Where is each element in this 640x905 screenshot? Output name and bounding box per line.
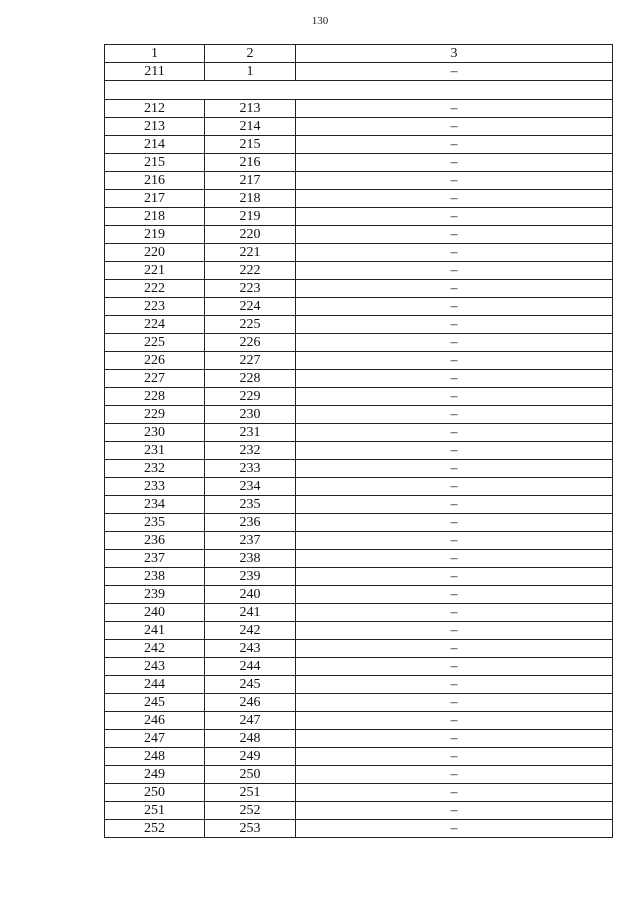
table-cell: 227 [205, 352, 296, 370]
table-cell: 252 [105, 820, 205, 838]
table-cell: 248 [105, 748, 205, 766]
table-cell: 213 [205, 100, 296, 118]
table-cell: 246 [205, 694, 296, 712]
table-cell: 214 [205, 118, 296, 136]
table-cell: – [296, 100, 613, 118]
table-cell: 243 [205, 640, 296, 658]
table-cell: 215 [105, 154, 205, 172]
table-cell: – [296, 658, 613, 676]
table-cell: 250 [105, 784, 205, 802]
table-cell: – [296, 748, 613, 766]
table-cell: 220 [105, 244, 205, 262]
table-cell: 233 [105, 478, 205, 496]
table-cell: – [296, 820, 613, 838]
table-cell: – [296, 190, 613, 208]
table-cell: 249 [105, 766, 205, 784]
table-cell: – [296, 316, 613, 334]
table-cell: 212 [105, 100, 205, 118]
table-cell: 236 [205, 514, 296, 532]
table-header-row [105, 45, 613, 63]
table-cell: – [296, 208, 613, 226]
table-row [105, 226, 613, 244]
table-cell: 244 [105, 676, 205, 694]
table-cell: 235 [205, 496, 296, 514]
table-cell: – [296, 63, 613, 81]
table-cell: 250 [205, 766, 296, 784]
table-cell: 228 [105, 388, 205, 406]
table-row [105, 694, 613, 712]
table-row [105, 352, 613, 370]
table-cell: 236 [105, 532, 205, 550]
table-cell: – [296, 424, 613, 442]
table-cell: 247 [205, 712, 296, 730]
table-row [105, 298, 613, 316]
table-row [105, 712, 613, 730]
table-row [105, 676, 613, 694]
table-cell: 229 [105, 406, 205, 424]
table-row [105, 442, 613, 460]
table-row [105, 406, 613, 424]
table-row [105, 460, 613, 478]
table-row [105, 316, 613, 334]
table-cell: 245 [105, 694, 205, 712]
table-cell: – [296, 460, 613, 478]
table-cell: 225 [205, 316, 296, 334]
table-row [105, 208, 613, 226]
table-cell: 253 [205, 820, 296, 838]
table-cell: 227 [105, 370, 205, 388]
table-row [105, 604, 613, 622]
table-cell: 213 [105, 118, 205, 136]
table-cell: – [296, 784, 613, 802]
table-cell: – [296, 352, 613, 370]
table-row [105, 370, 613, 388]
table-cell: 217 [205, 172, 296, 190]
table-cell: – [296, 586, 613, 604]
table-cell: 221 [205, 244, 296, 262]
table-cell: 247 [105, 730, 205, 748]
table-cell: 234 [105, 496, 205, 514]
table-row [105, 496, 613, 514]
table-cell: 231 [105, 442, 205, 460]
table-row [105, 568, 613, 586]
table-cell: 230 [105, 424, 205, 442]
table-row [105, 244, 613, 262]
column-header-3: 3 [296, 45, 613, 63]
table-cell: – [296, 640, 613, 658]
table-cell: 248 [205, 730, 296, 748]
table-row [105, 532, 613, 550]
table-cell: 224 [205, 298, 296, 316]
table-cell: 235 [105, 514, 205, 532]
table-cell: 219 [105, 226, 205, 244]
table-cell: 226 [205, 334, 296, 352]
table-cell: 218 [205, 190, 296, 208]
table-row [105, 334, 613, 352]
table-cell: 216 [105, 172, 205, 190]
table-row [105, 820, 613, 838]
table-row [105, 550, 613, 568]
table-cell: 231 [205, 424, 296, 442]
table-cell: – [296, 550, 613, 568]
table-cell: 237 [105, 550, 205, 568]
table-cell: 234 [205, 478, 296, 496]
table-cell: 223 [105, 298, 205, 316]
table-row [105, 118, 613, 136]
table-cell: – [296, 568, 613, 586]
table-cell: 220 [205, 226, 296, 244]
table-cell: 237 [205, 532, 296, 550]
table-cell: – [296, 172, 613, 190]
table-cell: – [296, 694, 613, 712]
table-cell: 240 [105, 604, 205, 622]
table-cell: – [296, 532, 613, 550]
table-cell: – [296, 280, 613, 298]
table-cell: 246 [105, 712, 205, 730]
table-row [105, 784, 613, 802]
table-cell: – [296, 154, 613, 172]
table-cell: – [296, 298, 613, 316]
table-cell: – [296, 442, 613, 460]
table-cell: 223 [205, 280, 296, 298]
table-cell: – [296, 730, 613, 748]
table-cell: – [296, 406, 613, 424]
table-cell: 216 [205, 154, 296, 172]
table-cell: 211 [105, 63, 205, 81]
column-header-1: 1 [105, 45, 205, 63]
table-cell: 238 [105, 568, 205, 586]
table-cell: 222 [105, 280, 205, 298]
table-cell: 242 [205, 622, 296, 640]
table-cell: 215 [205, 136, 296, 154]
table-cell: 222 [205, 262, 296, 280]
table-cell: 232 [105, 460, 205, 478]
table-cell: 252 [205, 802, 296, 820]
table-row [105, 424, 613, 442]
table-cell: 238 [205, 550, 296, 568]
table-row [105, 136, 613, 154]
table-cell: – [296, 118, 613, 136]
table-row [105, 640, 613, 658]
table-cell: – [296, 514, 613, 532]
page-number: 130 [311, 15, 329, 27]
table-row [105, 478, 613, 496]
table-cell: 241 [205, 604, 296, 622]
table-cell: – [296, 802, 613, 820]
table-row [105, 802, 613, 820]
data-table [104, 44, 613, 838]
table-cell: 218 [105, 208, 205, 226]
table-row [105, 658, 613, 676]
table-row [105, 154, 613, 172]
table-cell: – [296, 604, 613, 622]
table-row [105, 514, 613, 532]
table-cell: 225 [105, 334, 205, 352]
table-cell: 251 [105, 802, 205, 820]
table-cell: – [296, 136, 613, 154]
column-header-2: 2 [205, 45, 296, 63]
table-cell: – [296, 478, 613, 496]
table-cell: 251 [205, 784, 296, 802]
table-cell: – [296, 388, 613, 406]
table-cell: 228 [205, 370, 296, 388]
table-cell: 224 [105, 316, 205, 334]
table-cell: 243 [105, 658, 205, 676]
table-spacer-cell [105, 81, 613, 100]
table-cell: 232 [205, 442, 296, 460]
table-row [105, 262, 613, 280]
table-cell: 241 [105, 622, 205, 640]
table-cell: 221 [105, 262, 205, 280]
table-cell: – [296, 334, 613, 352]
table-cell: 214 [105, 136, 205, 154]
table-row [105, 730, 613, 748]
table-row [105, 280, 613, 298]
table-cell: 217 [105, 190, 205, 208]
table-cell: – [296, 226, 613, 244]
table-row [105, 766, 613, 784]
table-row [105, 388, 613, 406]
table-cell: 242 [105, 640, 205, 658]
table-cell: – [296, 712, 613, 730]
table-cell: – [296, 262, 613, 280]
table-cell: 239 [105, 586, 205, 604]
table-cell: 239 [205, 568, 296, 586]
table-spacer-row [105, 81, 613, 100]
table-cell: – [296, 676, 613, 694]
table-cell: – [296, 766, 613, 784]
table-cell: 1 [205, 63, 296, 81]
table-row [105, 172, 613, 190]
table-cell: 226 [105, 352, 205, 370]
table-cell: 240 [205, 586, 296, 604]
table-row [105, 622, 613, 640]
table-row [105, 190, 613, 208]
table-cell: – [296, 496, 613, 514]
table-row [105, 748, 613, 766]
table-cell: 230 [205, 406, 296, 424]
table-cell: 245 [205, 676, 296, 694]
table-cell: – [296, 244, 613, 262]
table-row [105, 100, 613, 118]
table-row [105, 586, 613, 604]
table-row [105, 63, 613, 81]
table-cell: 233 [205, 460, 296, 478]
table-cell: – [296, 622, 613, 640]
table-cell: – [296, 370, 613, 388]
table-cell: 229 [205, 388, 296, 406]
table-cell: 249 [205, 748, 296, 766]
table-cell: 244 [205, 658, 296, 676]
table-cell: 219 [205, 208, 296, 226]
